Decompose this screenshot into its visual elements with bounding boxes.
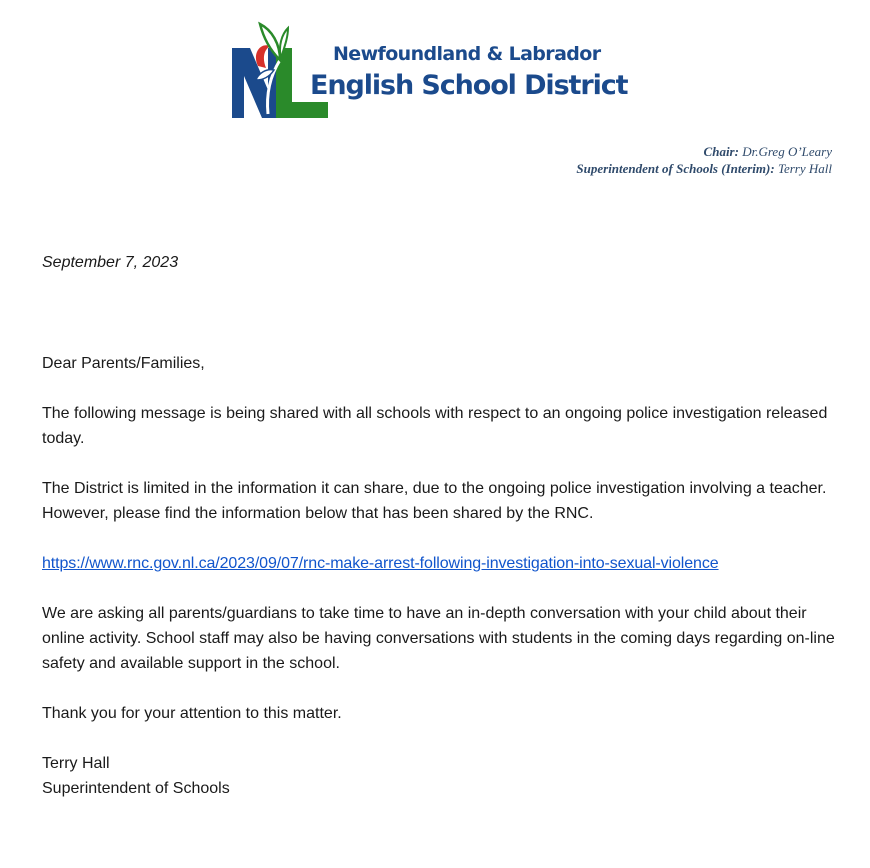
- chair-name: Dr.Greg O’Leary: [742, 144, 832, 159]
- letter-body: [42, 250, 842, 801]
- chair-line: [576, 143, 832, 160]
- superintendent-line: [576, 160, 832, 177]
- signer-title: Superintendent of Schools: [42, 780, 230, 797]
- letter-date: September 7, 2023: [42, 254, 179, 271]
- salutation: Dear Parents/Families,: [42, 355, 205, 372]
- paragraph-intro: The following message is being shared with all schools with respect to an ongoing police investigation released today.: [42, 405, 828, 447]
- letterhead: [230, 18, 650, 120]
- officials-block: [576, 143, 832, 177]
- signer-name: Terry Hall: [42, 755, 110, 772]
- link-paragraph: [42, 551, 842, 576]
- rnc-news-link[interactable]: https://www.rnc.gov.nl.ca/2023/09/07/rnc-make-arrest-following-investigation-into-sexual-violence: [42, 555, 719, 572]
- superintendent-name: Terry Hall: [777, 161, 832, 176]
- org-name-line2: English School District: [310, 70, 628, 101]
- chair-label: Chair:: [703, 144, 739, 159]
- superintendent-label: Superintendent of Schools (Interim):: [576, 161, 775, 176]
- org-name-line1: Newfoundland & Labrador: [333, 43, 601, 65]
- paragraph-limits: The District is limited in the information it can share, due to the ongoing police investigation involving a teacher. However, please find the information below that has been shared by the RNC.: [42, 480, 827, 522]
- paragraph-request: We are asking all parents/guardians to take time to have an in-depth conversation with your child about their online activity. School staff may also be having conversations with students in the coming days regarding on-line safety and available support in the school.: [42, 605, 835, 672]
- closing: Thank you for your attention to this matter.: [42, 705, 342, 722]
- district-logo: [230, 18, 330, 120]
